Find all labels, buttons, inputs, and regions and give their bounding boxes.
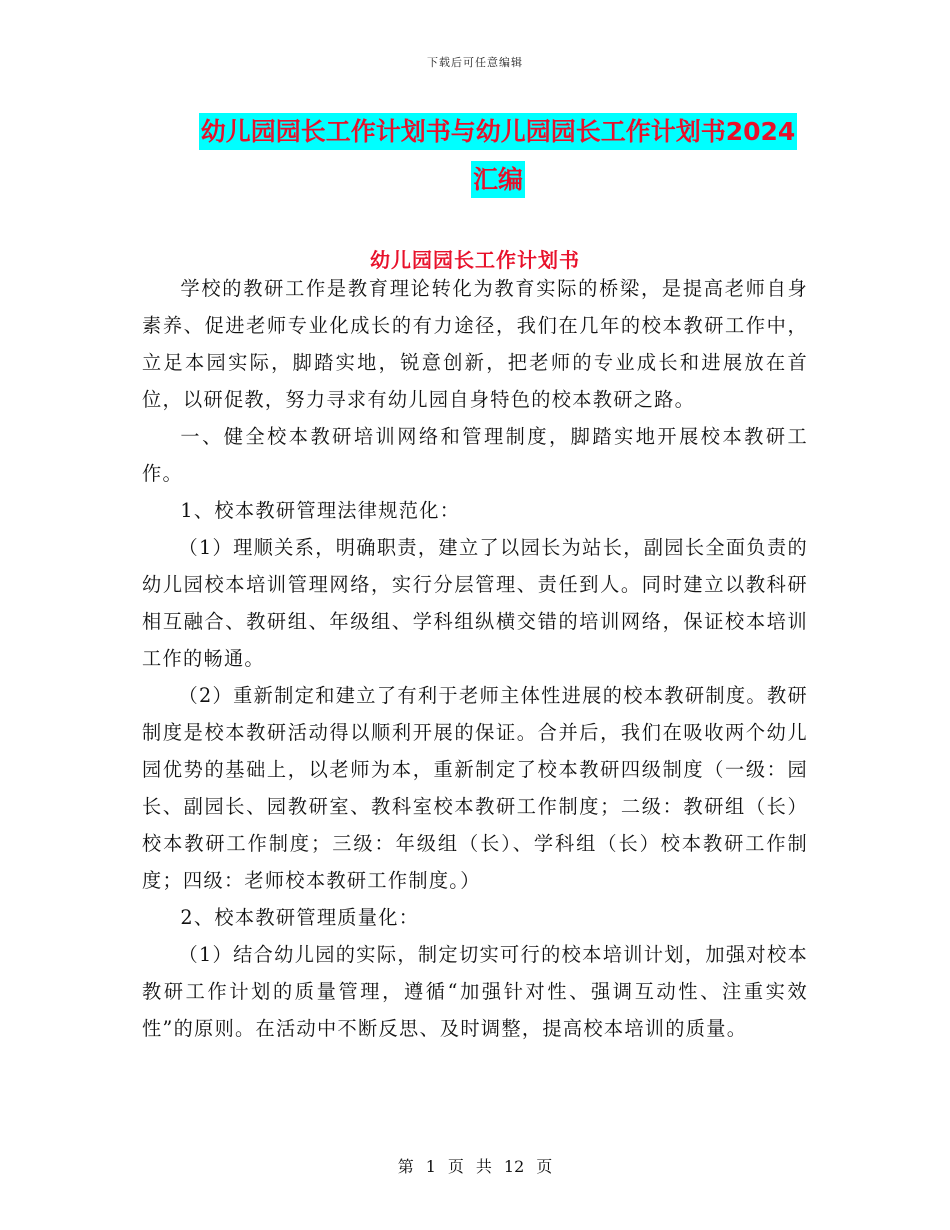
paragraph-item-1-1: （1）理顺关系，明确职责，建立了以园长为站长，副园长全面负责的幼儿园校本培训管理网络，实行分层管理、责任到人。同时建立以教科研相互融合、教研组、年级组、学科组纵横交错的培训网络，保证校本培训工作的畅通。	[142, 536, 808, 670]
paragraph-item-2-1: （1）结合幼儿园的实际，制定切实可行的校本培训计划，加强对校本教研工作计划的质量管理，遵循“加强针对性、强调互动性、注重实效性”的原则。在活动中不断反思、及时调整，提高校本培训的质量。	[142, 943, 808, 1040]
footer-page-unit: 页	[447, 1157, 464, 1176]
document-body	[142, 270, 808, 1047]
intro-paragraph: 学校的教研工作是教育理论转化为教育实际的桥梁，是提高老师自身素养、促进老师专业化成长的有力途径，我们在几年的校本教研工作中，立足本园实际，脚踏实地，锐意创新，把老师的专业成长和进展放在首位，以研促教，努力寻求有幼儿园自身特色的校本教研之路。	[142, 277, 808, 411]
footer-page-total: 12	[503, 1157, 525, 1176]
footer-page-current: 1	[425, 1157, 436, 1176]
document-title-text: 幼儿园园长工作计划书与幼儿园园长工作计划书2024汇编	[199, 113, 798, 198]
paragraph-item-1-2: （2）重新制定和建立了有利于老师主体性进展的校本教研制度。教研制度是校本教研活动得以顺利开展的保证。合并后，我们在吸收两个幼儿园优势的基础上，以老师为本，重新制定了校本教研四级制度（一级：园长、副园长、园教研室、教科室校本教研工作制度；二级：教研组（长）校本教研工作制度；三级：年级组（长）、学科组（长）校本教研工作制度；四级：老师校本教研工作制度。）	[142, 684, 808, 892]
page-footer	[0, 1154, 950, 1177]
footer-total-label: 共	[475, 1157, 492, 1176]
header-note: 下载后可任意编辑	[427, 56, 523, 69]
section-heading-1: 一、健全校本教研培训网络和管理制度，脚踏实地开展校本教研工作。	[142, 425, 808, 485]
footer-total-unit: 页	[536, 1157, 553, 1176]
section-title: 幼儿园园长工作计划书	[370, 248, 580, 272]
subsection-heading-2: 2、校本教研管理质量化：	[180, 906, 420, 929]
subsection-heading-1: 1、校本教研管理法律规范化：	[180, 499, 461, 522]
document-title	[188, 108, 808, 204]
footer-page-label: 第	[397, 1157, 414, 1176]
